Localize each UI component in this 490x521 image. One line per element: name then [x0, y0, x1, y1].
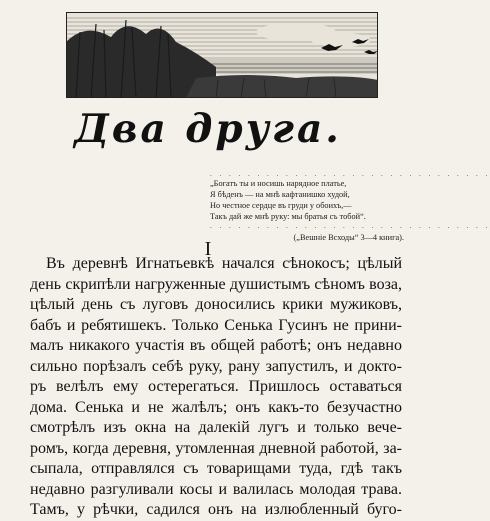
body-text: [30, 254, 402, 521]
epigraph: [210, 170, 490, 243]
header-vignette: [66, 12, 378, 98]
body-line: смотрѣлъ изъ окна на далекій лугъ и только вече-: [30, 419, 402, 436]
body-line: ромъ, когда деревня, утомленная дневной работой, за-: [30, 439, 402, 457]
body-line: сыпала, отправлялся съ товарищами туда, гдѣ такъ: [30, 460, 402, 477]
body-line: бабъ и ребятишекъ. Только Сенька Гусинъ не прини-: [30, 316, 402, 334]
body-line: малъ никакого участія въ общей работѣ; онъ недавно: [30, 337, 402, 354]
body-line: дома. Сенька и не жалѣлъ; онъ какъ-то безучастно: [30, 398, 402, 416]
chapter-number: I: [204, 238, 212, 260]
epigraph-dots-bottom: . . . . . . . . . . . . . . . . . . . . . . . . . . . . . .: [210, 222, 490, 230]
epigraph-dots-top: . . . . . . . . . . . . . . . . . . . . . . . . . . . . . .: [210, 170, 490, 178]
body-line: недавно разгуливали косы и валилась молодая трава.: [30, 480, 402, 498]
body-line: Въ деревнѣ Игнатьевкѣ начался сѣнокосъ; цѣлый: [46, 255, 402, 272]
epigraph-line: Такъ дай же мнѣ руку: мы братья съ тобой“.: [210, 212, 366, 221]
page-title: Два друга.: [74, 106, 342, 152]
epigraph-source: („Вешніе Всходы“ 3—4 книга).: [293, 233, 404, 242]
epigraph-line: Я бѣденъ — на мнѣ кафтанишко худой,: [210, 190, 350, 199]
body-line: день скрипѣли нагруженные душистымъ сѣномъ воза,: [30, 275, 402, 293]
epigraph-line: Но честное сердце въ груди у обоихъ,—: [210, 201, 352, 210]
body-line: сильно порѣзалъ себѣ руку, рану запустилъ, и докто-: [30, 357, 402, 375]
epigraph-line: „Богатъ ты и носишь нарядное платье,: [210, 179, 347, 188]
body-line: цѣлый день съ луговъ доносились крики мужиковъ,: [30, 296, 402, 313]
body-line: ръ велѣлъ ему остерегаться. Пришлось оставаться: [30, 378, 402, 395]
body-line: Тамъ, у рѣчки, садился онъ на излюбленный буго-: [30, 501, 402, 518]
